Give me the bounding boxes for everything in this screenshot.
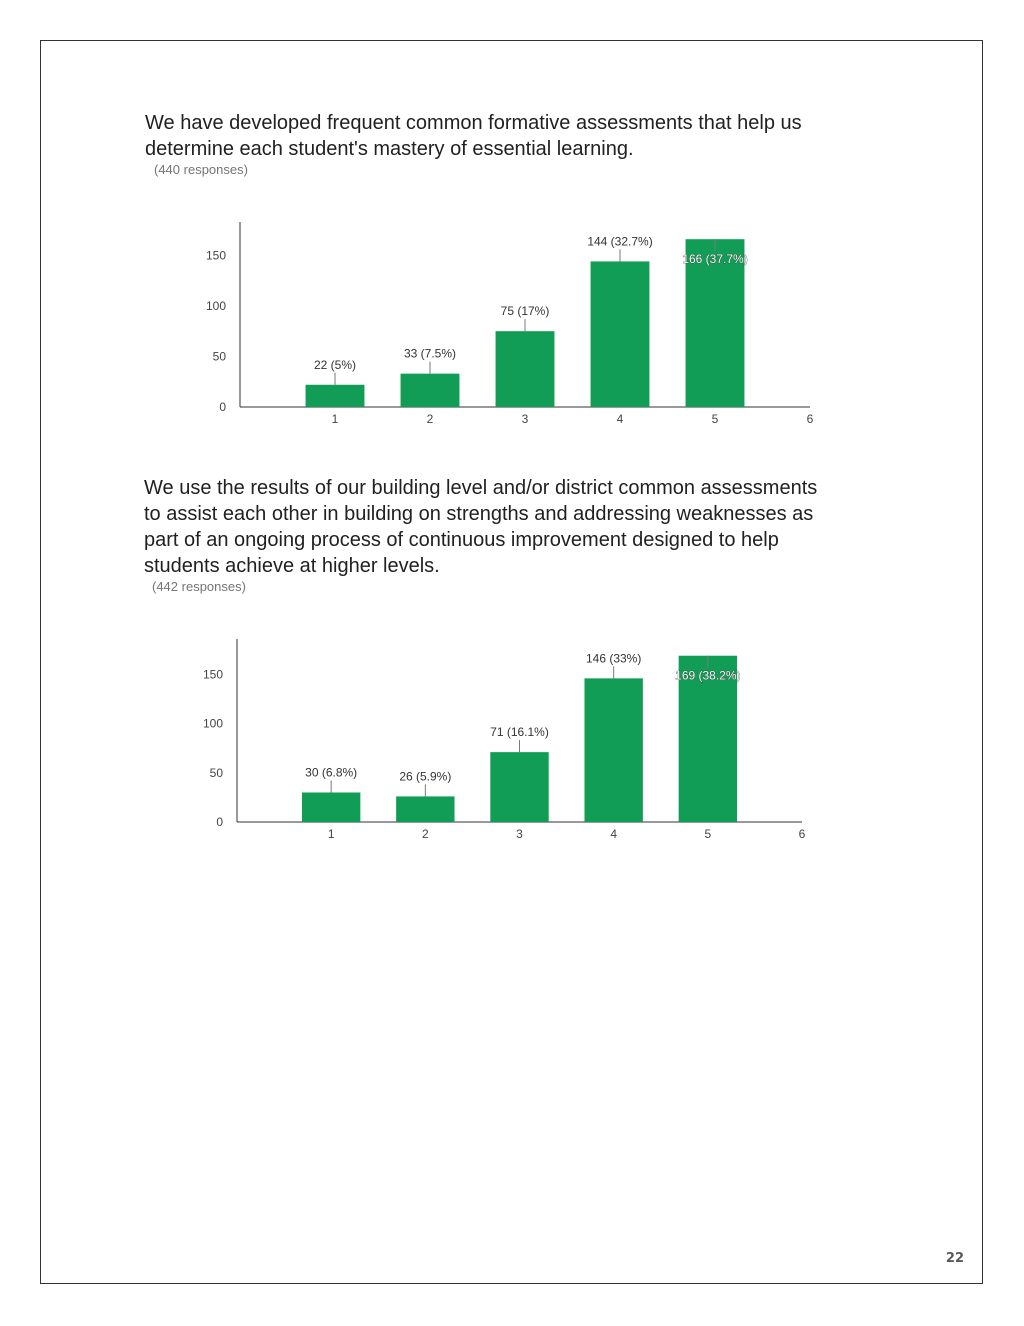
bar	[584, 678, 642, 822]
data-label: 26 (5.9%)	[399, 769, 452, 784]
data-label: 146 (33%)	[585, 651, 642, 666]
bar	[490, 752, 548, 822]
data-label: 71 (16.1%)	[490, 725, 549, 740]
data-label: 75 (17%)	[500, 304, 550, 319]
bar	[302, 792, 360, 822]
question-1-responses: (440 responses)	[154, 162, 248, 177]
question-2-title-line: to assist each other in building on strengths and addressing weaknesses as	[144, 503, 814, 525]
x-tick-label: 3	[516, 827, 523, 841]
y-tick-label: 0	[219, 400, 226, 414]
data-label: 144 (32.7%)	[587, 234, 653, 249]
question-2-title-line: students achieve at higher levels.	[144, 555, 440, 577]
data-label: 22 (5%)	[313, 357, 357, 372]
x-tick-label: 5	[704, 827, 712, 841]
question-2-title-line: part of an ongoing process of continuous improvement designed to help	[144, 529, 779, 551]
x-tick-label: 6	[798, 827, 806, 841]
x-tick-label: 2	[426, 412, 434, 426]
data-label: 33 (7.5%)	[403, 346, 457, 361]
y-tick-label: 50	[209, 765, 223, 780]
x-tick-label: 6	[806, 412, 814, 426]
y-tick-label: 0	[216, 815, 223, 829]
data-label: 169 (38.2%)	[675, 668, 741, 683]
x-tick-label: 3	[521, 412, 529, 426]
question-1-title-line: determine each student's mastery of essential learning.	[145, 138, 634, 160]
y-tick-label: 100	[202, 716, 223, 731]
question-1-title-line: We have developed frequent common formative assessments that help us	[145, 112, 802, 134]
x-tick-label: 1	[327, 827, 335, 841]
x-tick-label: 1	[331, 412, 339, 426]
data-label: 166 (37.7%)	[682, 252, 748, 267]
x-tick-label: 4	[616, 412, 624, 426]
page-number: 22	[945, 1251, 964, 1266]
y-tick-label: 150	[205, 248, 226, 263]
y-tick-label: 100	[205, 298, 226, 313]
bar	[396, 796, 454, 822]
data-label: 30 (6.8%)	[305, 765, 358, 780]
y-tick-label: 50	[212, 349, 226, 364]
x-tick-label: 5	[711, 412, 719, 426]
x-tick-label: 2	[421, 827, 429, 841]
question-2-title-line: We use the results of our building level and/or district common assessments	[144, 477, 818, 499]
y-tick-label: 150	[202, 667, 223, 682]
question-2-responses: (442 responses)	[152, 579, 246, 594]
x-tick-label: 4	[610, 827, 618, 841]
